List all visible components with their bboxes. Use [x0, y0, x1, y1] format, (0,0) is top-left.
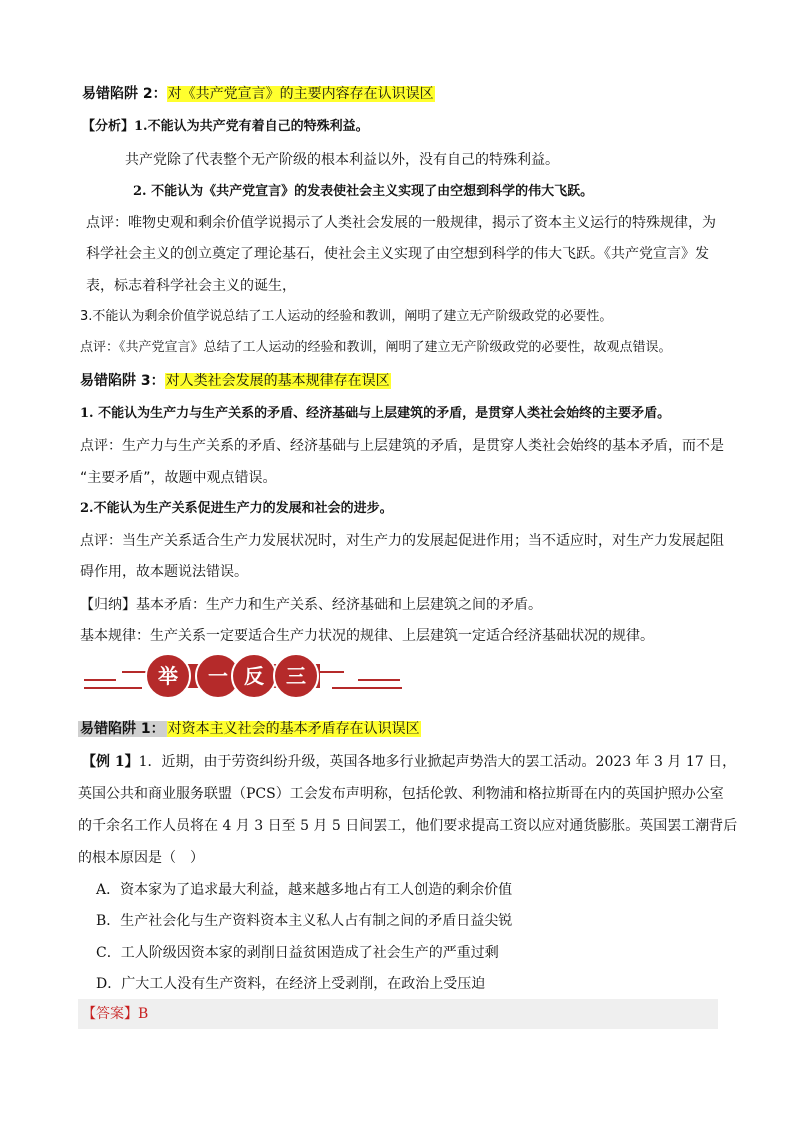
trap-label: 易错陷阱 2： [82, 86, 167, 102]
comment-line-1: 点评：唯物史观和剩余价值学说揭示了人类社会发展的一般规律，揭示了资本主义运行的特殊规律，为 [86, 215, 716, 231]
banner-circle-4 [274, 654, 318, 698]
banner-char-2: 一 [208, 664, 228, 688]
trap-title-highlight: 对《共产党宣言》的主要内容存在认识误区 [167, 86, 434, 102]
analysis-point-3: 3.不能认为剩余价值学说总结了工人运动的经验和教训，阐明了建立无产阶级政党的必要性。 [80, 309, 613, 324]
analysis-point-1: 【分析】1.不能认为共产党有着自己的特殊利益。 [82, 119, 369, 134]
banner-circle-3 [232, 654, 276, 698]
answer-tag: 【答案】 [82, 1006, 138, 1022]
banner-char-1: 举 [158, 664, 178, 688]
trap-label: 易错陷阱 1： [80, 721, 165, 737]
section-heading-trap-1 [78, 719, 421, 739]
answer-value: B [138, 1006, 149, 1022]
answer-line [82, 1004, 148, 1024]
banner-char-3: 反 [244, 664, 264, 688]
example-line-3: 的千余名工作人员将在 4 月 3 日至 5 月 5 日间罢工，他们要求提高工资以应对通货膨胀。英国罢工潮背后 [78, 818, 738, 834]
analysis-text-1: 共产党除了代表整个无产阶级的根本利益以外，没有自己的特殊利益。 [125, 152, 559, 168]
option-d: D．广大工人没有生产资料，在经济上受剥削，在政治上受压迫 [96, 976, 486, 992]
banner-circle-1 [146, 654, 190, 698]
banner-char-4: 三 [286, 664, 306, 688]
trap-title-highlight: 对资本主义社会的基本矛盾存在认识误区 [167, 721, 420, 737]
law-point-2: 2.不能认为生产关系促进生产力的发展和社会的进步。 [80, 501, 393, 516]
comment-line-2: 科学社会主义的创立奠定了理论基石，使社会主义实现了由空想到科学的伟大飞跃。《共产党宣言》发 [86, 246, 709, 262]
trap-label: 易错陷阱 3： [80, 373, 165, 389]
comment-line-4: 点评：《共产党宣言》总结了工人运动的经验和教训，阐明了建立无产阶级政党的必要性，故观点错误。 [80, 340, 672, 355]
option-a: A．资本家为了追求最大利益，越来越多地占有工人创造的剩余价值 [96, 882, 513, 898]
section-heading-trap-3 [80, 371, 391, 391]
banner-ju-yi-fan-san [82, 650, 722, 702]
law-comment-1b: “主要矛盾”，故题中观点错误。 [80, 470, 277, 486]
summary-basic-law: 基本规律：生产关系一定要适合生产力状况的规律、上层建筑一定适合经济基础状况的规律。 [80, 628, 654, 644]
example-tag: 【例 1】 [82, 754, 139, 770]
answer-bar [78, 999, 718, 1029]
summary-basic-contradiction: 【归纳】基本矛盾：生产力和生产关系、经济基础和上层建筑之间的矛盾。 [80, 597, 542, 613]
option-b: B．生产社会化与生产资料资本主义私人占有制之间的矛盾日益尖锐 [96, 913, 513, 929]
law-point-1: 1. 不能认为生产力与生产关系的矛盾、经济基础与上层建筑的矛盾，是贯穿人类社会始终的主要矛盾。 [80, 406, 671, 421]
option-c: C．工人阶级因资本家的剥削日益贫困造成了社会生产的严重过剩 [96, 945, 499, 961]
comment-line-3: 表，标志着科学社会主义的诞生， [86, 278, 296, 294]
law-comment-1a: 点评：生产力与生产关系的矛盾、经济基础与上层建筑的矛盾，是贯穿人类社会始终的基本矛盾，而不是 [80, 438, 724, 454]
analysis-point-2: 2. 不能认为《共产党宣言》的发表使社会主义实现了由空想到科学的伟大飞跃。 [133, 184, 594, 199]
example-line-1: 【例 1】1．近期，由于劳资纠纷升级，英国各地多行业掀起声势浩大的罢工活动。2023 年 3 月 17 日， [82, 754, 737, 770]
example-line-2: 英国公共和商业服务联盟（PCS）工会发布声明称，包括伦敦、利物浦和格拉斯哥在内的英国护照办公室 [78, 786, 724, 802]
banner-decoration-right [306, 672, 402, 688]
analysis-tag: 【分析】 [82, 119, 135, 134]
section-heading-trap-2 [82, 84, 435, 104]
law-comment-2b: 碍作用，故本题说法错误。 [80, 564, 248, 580]
law-comment-2a: 点评：当生产关系适合生产力发展状况时，对生产力的发展起促进作用；当不适应时，对生产力发展起阻 [80, 533, 724, 549]
trap-title-highlight: 对人类社会发展的基本规律存在误区 [165, 373, 390, 389]
example-line-4: 的根本原因是（ ） [78, 850, 204, 866]
